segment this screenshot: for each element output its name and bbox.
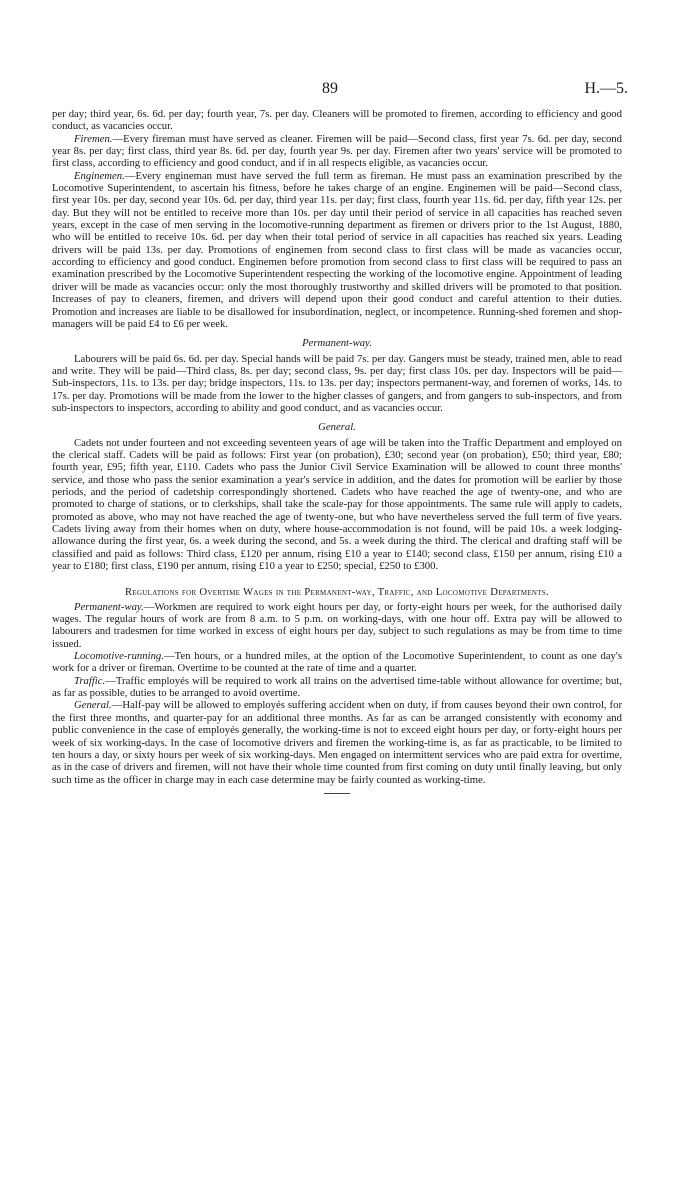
page-number: 89	[322, 80, 338, 97]
overtime-traffic-lead: Traffic.	[74, 674, 106, 687]
enginemen-text: —Every engineman must have served the full term as fireman. He must pass an examination prescribed by the Locomotive Superintendent, to ascertain his fitness, before he takes charge of an engine. Enginemen will be paid—Second class, first year 10s. per day, second year 10s. 6d. per day, third year 11s. per day; first class, fourth year 11s. 6d. per day, fifth year 12s. per day. But they will not be entitled to receive more than 10s. per day until their period of service in all capacities has reached seven years, except in the case of men serving in the locomotive-running department as firemen or drivers prior to the 1st August, 1880, who will be entitled to receive 10s. 6d. per day when their total period of service in all capacities has reached six years. Leading drivers will be paid 13s. per day. Promotions of enginemen from second class to first class will be made as vacancies occur, according to efficiency and good conduct. Enginemen before promotion from second class to first class will be required to pass an examination prescribed by the Locomotive Superintendent respecting the working of the locomotive engine. Appointment of leading driver will be made as vacancies occur: only the most thoroughly trustworthy and skilled drivers will be promoted to that position. Increases of pay to cleaners, firemen, and drivers will depend upon their good conduct and careful attention to their duties. Promotion and increases are liable to be disallowed for insubordination, neglect, or incompetence. Running-shed foremen and shop-managers will be paid £4 to £6 per week.	[52, 169, 622, 330]
paragraph-enginemen	[52, 170, 622, 330]
paragraph-cleaners: per day; third year, 6s. 6d. per day; fourth year, 7s. per day. Cleaners will be promoted to firemen, according to efficiency and good conduct, as vacancies occur.	[52, 108, 622, 133]
firemen-text: —Every fireman must have served as cleaner. Firemen will be paid—Second class, first year 7s. 6d. per day, second year 8s. per day; first class, third year 8s. 6d. per day, fourth year 9s. per day. Firemen after two years' service will be promoted to first class, according to efficiency and good conduct, and if in all respects eligible, as vacancies occur.	[52, 132, 622, 170]
overtime-general-text: —Half-pay will be allowed to employés suffering accident when on duty, if from causes beyond their own control, for the first three months, and quarter-pay for an additional three months. As far as can be arranged consistently with economy and public convenience in the case of employés generally, the working-time is not to exceed eight hours per day, or forty-eight hours per week of six working-days. In the case of locomotive drivers and firemen the working-time is, as far as practicable, to be limited to ten hours a day, or sixty hours per week of six working-days. Men engaged on intermittent services who are paid extra for overtime, as in the case of drivers and firemen, will not have their whole time counted from first coming on duty until finally leaving, but only such time as the officer in charge may in each case determine may be fairly counted as working-time.	[52, 699, 622, 786]
firemen-lead: Firemen.	[74, 132, 113, 145]
heading-overtime-regulations: Regulations for Overtime Wages in the Permanent-way, Traffic, and Locomotive Departments.	[124, 586, 550, 599]
page-body	[52, 108, 622, 801]
page-header	[52, 80, 628, 100]
paragraph-overtime-permanent-way	[52, 601, 622, 650]
document-reference: H.—5.	[584, 80, 628, 97]
overtime-pw-text: —Workmen are required to work eight hours per day, or forty-eight hours per week, for the authorised daily wages. The regular hours of work are from 8 a.m. to 5 p.m. on working-days, with one hour off. Extra pay will be allowed to labourers and tradesmen for time worked in excess of eight hours per day, subject to such regulations as may be from time to time issued.	[52, 600, 622, 650]
end-rule	[324, 793, 350, 794]
overtime-loco-text: —Ten hours, or a hundred miles, at the option of the Locomotive Superintendent, to count as one day's work for a driver or fireman. Overtime to be counted at the rate of time and a quarter.	[52, 650, 622, 675]
paragraph-overtime-general	[52, 699, 622, 785]
enginemen-lead: Enginemen.	[74, 169, 125, 182]
paragraph-overtime-locomotive	[52, 650, 622, 675]
paragraph-permanent-way: Labourers will be paid 6s. 6d. per day. Special hands will be paid 7s. per day. Gangers must be steady, trained men, able to read and write. They will be paid—Third class, 8s. per day; second class, 9s. per day; first class 10s. per day. Inspectors will be paid—Sub-inspectors, 11s. to 13s. per day; bridge inspectors, 11s. to 13s. per day; inspectors permanent-way, and foremen of works, 14s. to 17s. per day. Promotions will be made from the lower to the higher classes of gangers, and from gangers to sub-inspectors, and from sub-inspectors to inspectors, according to ability and good conduct, and as vacancies occur.	[52, 352, 622, 414]
heading-permanent-way: Permanent-way.	[302, 337, 372, 350]
overtime-general-lead: General.	[74, 699, 112, 712]
heading-general: General.	[318, 421, 356, 434]
paragraph-overtime-traffic	[52, 675, 622, 700]
overtime-traffic-text: —Traffic employés will be required to work all trains on the advertised time-table without allowance for overtime; but, as far as possible, duties to be arranged to avoid overtime.	[52, 674, 622, 700]
paragraph-general: Cadets not under fourteen and not exceeding seventeen years of age will be taken into the Traffic Department and employed on the clerical staff. Cadets will be paid as follows: First year (on probation), £30; second year (on probation), £50; third year, £80; fourth year, £95; fifth year, £110. Cadets who pass the Junior Civil Service Examination will be allowed to count three months' service, and those who pass the senior examination a year's service in addition, and the dates for promotion will be earlier by those periods, and the period of cadetship correspondingly shortened. Cadets who have reached the age of twenty-one, and who are promoted to charge of stations, or to clerkships, shall take the scale-pay for those appointments. The same rule will apply to cadets, promoted as above, who may not have reached the age of twenty-one, but who have nevertheless served the full term of five years. Cadets living away from their homes when on duty, where house-accommodation is not found, will be paid 10s. a week lodging-allowance during the first year, 6s. a week during the second, and 5s. a week during the third. The clerical and drafting staff will be classified and paid as follows: Third class, £120 per annum, rising £10 a year to £140; second class, £150 per annum, rising £10 a year to £180; first class, £190 per annum, rising £10 a year to £250; special, £250 to £300.	[52, 436, 622, 573]
overtime-pw-lead: Permanent-way.	[74, 600, 144, 613]
paragraph-firemen	[52, 133, 622, 170]
overtime-loco-lead: Locomotive-running.	[74, 650, 164, 663]
